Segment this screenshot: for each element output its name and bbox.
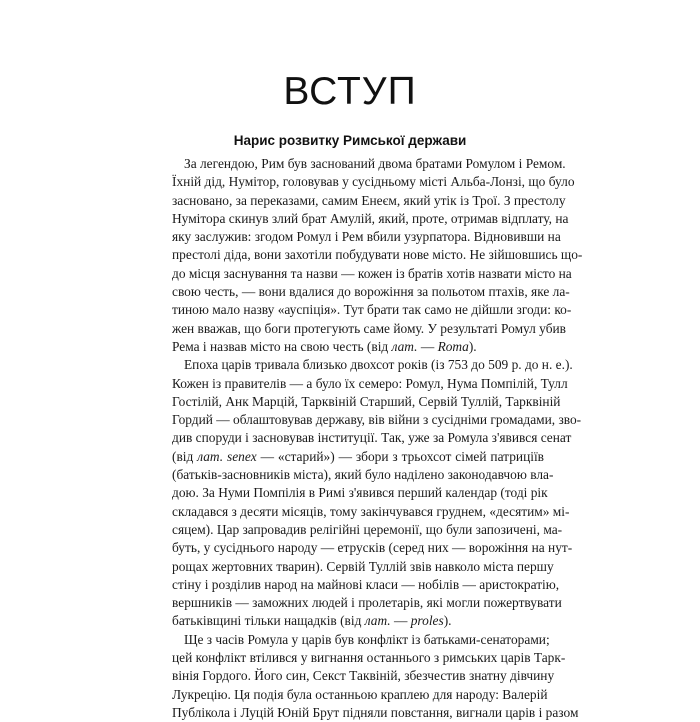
text-line: вінія Гордого. Його син, Секст Таквіній, збезчестив знатну дівчину (172, 668, 555, 684)
text-segment: ). (443, 613, 452, 629)
text-line: рощах жертовних тварин). Сервій Туллій звів навколо міста першу (172, 558, 554, 574)
body-text (172, 155, 583, 722)
text-line: тиною мало назву «ауспіція». Тут брати так само не дійшли згоди: ко- (172, 302, 572, 318)
latin-term: Roma (437, 338, 469, 354)
text-line: цей конфлікт втілився у вигнання останнього з римських царів Тарк- (172, 650, 566, 666)
latin-term: лат. (391, 338, 418, 354)
text-line: вершників — заможних людей і пролетарів, які могли пожертвувати (172, 595, 562, 611)
text-line (172, 448, 544, 466)
text-line: Епоха царів тривала близько двохсот років (із 753 до 509 р. до н. е.). (184, 357, 573, 373)
text-line (172, 338, 544, 356)
text-line: Нумітора скинув злий брат Амулій, який, проте, отримав відплату, на (172, 210, 569, 226)
text-line: дою. За Нуми Помпілія в Римі з'явився перший календар (тоді рік (172, 485, 548, 501)
text-segment: батьківщині тільки нащадків (від (172, 613, 365, 629)
text-line: складався з десяти місяців, тому закінчувався груднем, «десятим» мі- (172, 503, 570, 519)
text-line: жен вважав, що боги протегують саме йому. У результаті Ромул убив (172, 320, 567, 336)
text-line: буть, у сусіднього народу — етрусків (серед них — ворожіння на нут- (172, 540, 573, 556)
text-line: престолі діда, вони захотіли побудувати нове місто. Не зійшовшись що- (172, 247, 583, 263)
text-line: Їхній дід, Нумітор, головував у сусідньому місті Альба-Лонзі, що було (172, 174, 575, 190)
text-line: до місця заснування та назви — кожен із братів хотів назвати місто на (172, 265, 572, 281)
text-line: Публікола і Луцій Юній Брут підняли повстання, вигнали царів і разом (172, 704, 579, 720)
latin-term: лат. (364, 613, 391, 629)
paragraph (172, 155, 583, 356)
text-line: Ще з часів Ромула у царів був конфлікт із батьками-сенаторами; (184, 631, 550, 647)
paragraph (172, 631, 579, 722)
text-line: Гостілій, Анк Марцій, Тарквіній Старший, Сервій Туллій, Тарквіній (172, 393, 561, 409)
text-segment: — (390, 613, 411, 629)
latin-term: proles (410, 613, 444, 629)
text-line: свою честь, — вони вдалися до ворожіння за польотом птахів, яке ла- (172, 284, 570, 300)
text-segment: Рема і назвав місто на свою честь (від (172, 338, 392, 354)
text-line: Кожен із правителів — а було їх семеро: Ромул, Нума Помпілій, Тулл (172, 375, 568, 391)
paragraph (172, 356, 582, 630)
text-line: Лукрецію. Ця подія була останньою краплею для народу: Валерій (172, 686, 548, 702)
text-segment: — «старий») — збори з трьохсот сімей патриціїв (256, 448, 544, 464)
text-line: Гордий — облаштовував державу, вів війни з сусідніми громадами, зво- (172, 412, 582, 428)
text-segment: (від (172, 448, 198, 464)
text-line: сяцем). Цар запровадив релігійні церемонії, що були запозичені, ма- (172, 521, 563, 537)
text-line (172, 612, 544, 630)
chapter-title: ВСТУП (283, 70, 417, 113)
text-segment: ). (468, 338, 477, 354)
text-line: стіну і розділив народ на майнові класи — нобілів — аристократію, (172, 576, 560, 592)
text-line: засновано, за переказами, самим Енеєм, який утік із Трої. З престолу (172, 192, 566, 208)
chapter-subtitle: Нарис розвитку Римської держави (233, 133, 467, 148)
text-line: яку заслужив: згодом Ромул і Рем вбили узурпатора. Відновивши на (172, 229, 561, 245)
latin-term: лат. senex (197, 448, 257, 464)
text-line: (батьків-засновників міста), який було наділено законодавчою вла- (172, 467, 554, 483)
text-line: За легендою, Рим був заснований двома братами Ромулом і Ремом. (184, 156, 566, 171)
text-line: див споруди і засновував інституції. Так, уже за Ромула з'явився сенат (172, 430, 572, 446)
text-segment: — (417, 338, 438, 354)
